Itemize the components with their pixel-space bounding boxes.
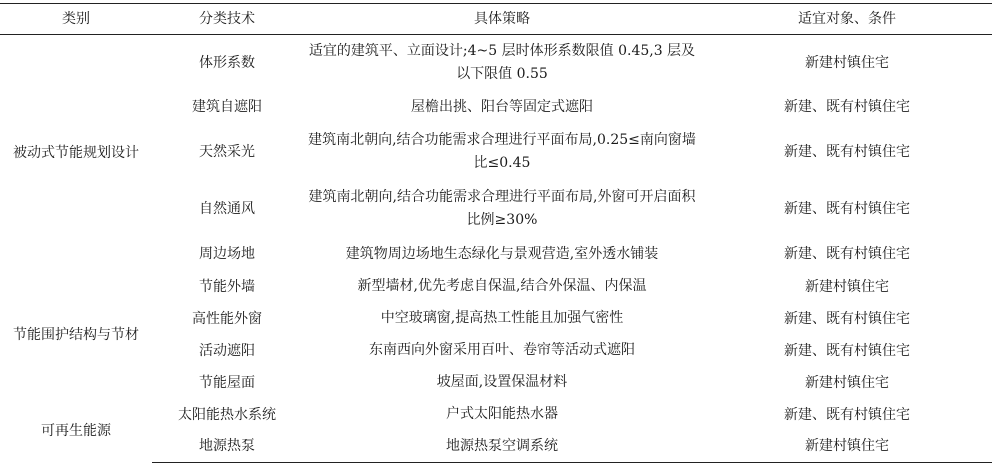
technology-cell: 节能屋面 [199, 374, 255, 391]
target-cell: 新建村镇住宅 [805, 55, 889, 72]
header-row [0, 4, 992, 35]
strategy-cell: 坡屋面,设置保温材料 [436, 374, 568, 390]
table-row [0, 399, 992, 431]
technology-cell: 地源热泵 [152, 431, 302, 463]
strategy-cell: 地源热泵空调系统 [302, 431, 702, 463]
technology-cell: 自然通风 [199, 201, 255, 217]
target-cell: 新建、既有村镇住宅 [784, 99, 910, 115]
strategy-cell: 户式太阳能热水器 [446, 406, 558, 422]
technology-cell: 节能外墙 [199, 278, 255, 295]
strategy-cell: 东南西向外窗采用百叶、卷帘等活动式遮阳 [369, 342, 635, 358]
table-row [0, 271, 992, 303]
category-cell: 可再生能源 [41, 422, 111, 439]
target-cell: 新建、既有村镇住宅 [784, 143, 910, 160]
table-header [0, 4, 992, 35]
category-cell: 被动式节能规划设计 [13, 144, 139, 161]
category-cell: 节能围护结构与节材 [13, 326, 139, 343]
target-cell: 新建、既有村镇住宅 [784, 310, 910, 327]
technology-cell: 高性能外窗 [192, 310, 262, 327]
technology-cell: 太阳能热水系统 [178, 406, 276, 423]
target-cell: 新建村镇住宅 [702, 431, 992, 463]
target-cell: 新建村镇住宅 [805, 374, 889, 391]
technology-cell: 活动遮阳 [199, 342, 255, 359]
header-target: 适宜对象、条件 [702, 4, 992, 35]
technology-cell: 周边场地 [199, 246, 255, 262]
target-cell: 新建、既有村镇住宅 [784, 246, 910, 262]
strategy-cell: 建筑物周边场地生态绿化与景观营造,室外透水铺装 [345, 245, 659, 262]
table-row [0, 35, 992, 92]
strategy-cell: 建筑南北朝向,结合功能需求合理进行平面布局,0.25≤南向窗墙比≤0.45 [308, 131, 696, 171]
header-technology: 分类技术 [152, 4, 302, 35]
technology-cell: 体形系数 [199, 55, 255, 72]
target-cell: 新建、既有村镇住宅 [784, 342, 910, 359]
strategy-cell: 屋檐出挑、阳台等固定式遮阳 [411, 98, 593, 115]
header-category: 类别 [0, 4, 152, 35]
strategy-cell: 建筑南北朝向,结合功能需求合理进行平面布局,外窗可开启面积比例≥30% [308, 189, 696, 228]
technology-cell: 建筑自遮阳 [192, 99, 262, 115]
strategy-cell: 新型墙材,优先考虑自保温,结合外保温、内保温 [357, 278, 647, 294]
strategy-cell: 中空玻璃窗,提高热工性能且加强气密性 [380, 310, 624, 326]
strategy-cell: 适宜的建筑平、立面设计;4~5 层时体形系数限值 0.45,3 层及以下限值 0.55 [308, 43, 696, 83]
target-cell: 新建村镇住宅 [805, 278, 889, 295]
technology-cell: 天然采光 [199, 143, 255, 160]
target-cell: 新建、既有村镇住宅 [784, 406, 910, 423]
table-body [0, 35, 992, 463]
energy-strategy-table [0, 3, 992, 463]
target-cell: 新建、既有村镇住宅 [784, 201, 910, 217]
header-strategy: 具体策略 [302, 4, 702, 35]
